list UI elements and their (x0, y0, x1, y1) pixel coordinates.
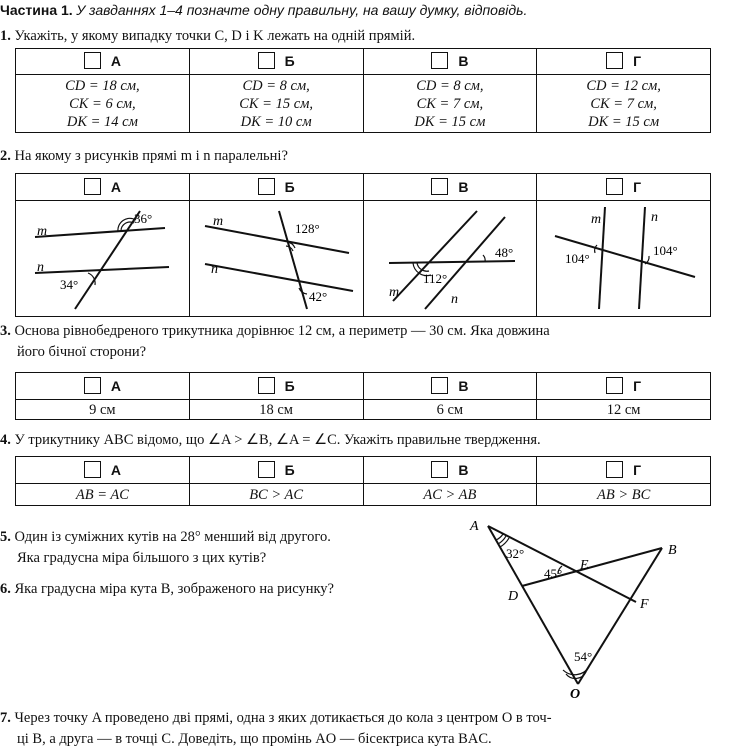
line-n (205, 264, 353, 291)
q7-number: 7. (0, 710, 11, 726)
q2-options-table (15, 173, 711, 317)
q2-figure-a (17, 201, 187, 311)
q1-cell-a (16, 75, 190, 133)
part-title: Частина 1. (0, 2, 73, 18)
q3-option-d[interactable]: Г (537, 373, 711, 400)
angle-label: 36° (134, 211, 153, 226)
q1-option-c[interactable]: В (363, 49, 537, 75)
q1-a-line: DK = 14 см (66, 113, 138, 130)
label-n: n (450, 292, 458, 307)
q1-number: 1. (0, 28, 11, 44)
checkbox[interactable] (606, 461, 623, 478)
line-n (639, 207, 645, 309)
q1-b-line: CD = 8 см, (242, 77, 310, 94)
q5-statement-line1 (0, 529, 331, 546)
q1-c-line: CK = 7 см, (416, 95, 484, 112)
label-m: m (213, 214, 224, 229)
q3-option-c[interactable]: В (363, 373, 537, 400)
q3-option-b[interactable]: Б (189, 373, 363, 400)
transversal (75, 211, 140, 309)
q4-option-a[interactable]: А (16, 457, 190, 484)
q4-statement (0, 432, 541, 449)
q1-options-table (15, 48, 711, 133)
q1-b-line: CK = 15 см, (239, 95, 314, 112)
checkbox[interactable] (84, 461, 101, 478)
q1-d-line: DK = 15 см (588, 113, 660, 130)
point-F-label: F (640, 597, 649, 612)
checkbox[interactable] (431, 178, 448, 195)
q2-figure-b-cell (189, 201, 363, 317)
q6-number: 6. (0, 581, 11, 597)
part-header (0, 2, 527, 20)
q1-b-line: DK = 10 см (240, 113, 312, 130)
q3-text-line1: Основа рівнобедреного трикутника дорівнює 12 см, а периметр — 30 см. Яка довжина (14, 323, 550, 339)
point-D-label: D (508, 589, 519, 604)
q7-text-line2: ці B, а друга — в точці C. Доведіть, що промінь AO — бісектриса кута BAC. (17, 731, 492, 747)
checkbox[interactable] (606, 178, 623, 195)
point-A-label: A (470, 519, 479, 534)
q2-option-b[interactable]: Б (189, 174, 363, 201)
q1-option-d[interactable]: Г (537, 49, 711, 75)
q4-value-a: AB = AC (16, 484, 190, 506)
angle-arc (299, 288, 307, 294)
q3-statement-line1 (0, 323, 550, 340)
q3-value-d: 12 см (537, 400, 711, 420)
q1-cell-d (537, 75, 711, 133)
q6-figure (460, 512, 700, 702)
angle-label: 104° (564, 251, 590, 266)
q1-option-b[interactable]: Б (189, 49, 363, 75)
q1-d-line: CD = 12 см, (586, 77, 661, 94)
q1-text: Укажіть, у якому випадку точки C, D і K лежать на одній прямій. (14, 28, 416, 44)
angle-arc (496, 534, 503, 540)
checkbox[interactable] (84, 377, 101, 394)
q5-text-line1: Один із суміжних кутів на 28° менший від другого. (14, 529, 331, 545)
q4-option-c[interactable]: В (363, 457, 537, 484)
q2-figure-d (539, 201, 709, 311)
label-m: m (37, 224, 48, 239)
q4-option-b[interactable]: Б (189, 457, 363, 484)
q4-value-b: BC > AC (189, 484, 363, 506)
checkbox[interactable] (606, 377, 623, 394)
angle-label: 48° (494, 245, 514, 260)
point-E-label: E (580, 558, 589, 573)
angle-E-label: 45° (544, 566, 563, 581)
q1-a-line: CK = 6 см, (69, 95, 136, 112)
q2-option-d[interactable]: Г (537, 174, 711, 201)
q4-number: 4. (0, 432, 11, 448)
q3-text-line2: його бічної сторони? (17, 344, 147, 360)
line-m (35, 228, 165, 237)
q2-figure-d-cell (537, 201, 711, 317)
q1-a-line: CD = 18 см, (65, 77, 140, 94)
q1-statement (0, 28, 415, 45)
q1-c-line: DK = 15 см (414, 113, 486, 130)
point-O-label: O (570, 687, 581, 702)
q4-text: У трикутнику ABC відомо, що ∠A > ∠B, ∠A = ∠C. Укажіть правильне твердження. (14, 432, 541, 448)
checkbox[interactable] (258, 461, 275, 478)
angle-label: 34° (60, 277, 79, 292)
q3-number: 3. (0, 323, 11, 339)
q1-c-line: CD = 8 см, (416, 77, 484, 94)
q2-figure-c-cell (363, 201, 537, 317)
label-n: n (211, 262, 219, 277)
angle-label: 42° (309, 289, 328, 304)
q3-options-table (15, 372, 711, 420)
q3-value-a: 9 см (16, 400, 190, 420)
q4-option-d[interactable]: Г (537, 457, 711, 484)
q5-number: 5. (0, 529, 11, 545)
line-m (205, 226, 349, 253)
q3-value-b: 18 см (189, 400, 363, 420)
q2-number: 2. (0, 148, 11, 164)
q4-value-d: AB > BC (537, 484, 711, 506)
horizontal-line (389, 261, 515, 263)
q3-option-a[interactable]: А (16, 373, 190, 400)
line-m (393, 211, 477, 301)
angle-O-label: 54° (574, 649, 593, 664)
label-m: m (590, 212, 601, 227)
q6-statement (0, 581, 334, 598)
checkbox[interactable] (84, 178, 101, 195)
label-n: n (650, 210, 658, 225)
q1-d-line: CK = 7 см, (590, 95, 657, 112)
checkbox[interactable] (431, 377, 448, 394)
q2-figure-a-cell (16, 201, 190, 317)
angle-label: 128° (295, 221, 320, 236)
q2-figure-c (365, 201, 535, 311)
angle-label: 112° (422, 271, 448, 286)
angle-label: 104° (652, 243, 678, 258)
checkbox[interactable] (258, 377, 275, 394)
label-n: n (37, 260, 45, 275)
point-B-label: B (668, 543, 677, 558)
q7-text-line1: Через точку A проведено дві прямі, одна з яких дотикається до кола з центром O в точ- (14, 710, 552, 726)
q2-statement (0, 148, 288, 165)
q1-option-a[interactable]: А (16, 49, 190, 75)
q5-text-line2: Яка градусна міра більшого з цих кутів? (17, 550, 267, 566)
q7-statement-line1 (0, 710, 552, 727)
q1-cell-c (363, 75, 537, 133)
checkbox[interactable] (84, 52, 101, 69)
q3-value-c: 6 см (363, 400, 537, 420)
q4-value-c: AC > AB (363, 484, 537, 506)
angle-A-label: 32° (506, 546, 525, 561)
label-m: m (388, 285, 399, 300)
q2-text: На якому з рисунків прямі m і n паралельні? (14, 148, 288, 164)
checkbox[interactable] (258, 52, 275, 69)
q6-text: Яка градусна міра кута B, зображеного на рисунку? (14, 581, 334, 597)
part-instruction: У завданнях 1–4 позначте одну правильну, на вашу думку, відповідь. (76, 2, 528, 18)
checkbox[interactable] (431, 52, 448, 69)
q4-options-table (15, 456, 711, 506)
q2-figure-b (191, 201, 361, 311)
q1-cell-b (189, 75, 363, 133)
checkbox[interactable] (258, 178, 275, 195)
checkbox[interactable] (606, 52, 623, 69)
q2-option-a[interactable]: А (16, 174, 190, 201)
q2-option-c[interactable]: В (363, 174, 537, 201)
checkbox[interactable] (431, 461, 448, 478)
